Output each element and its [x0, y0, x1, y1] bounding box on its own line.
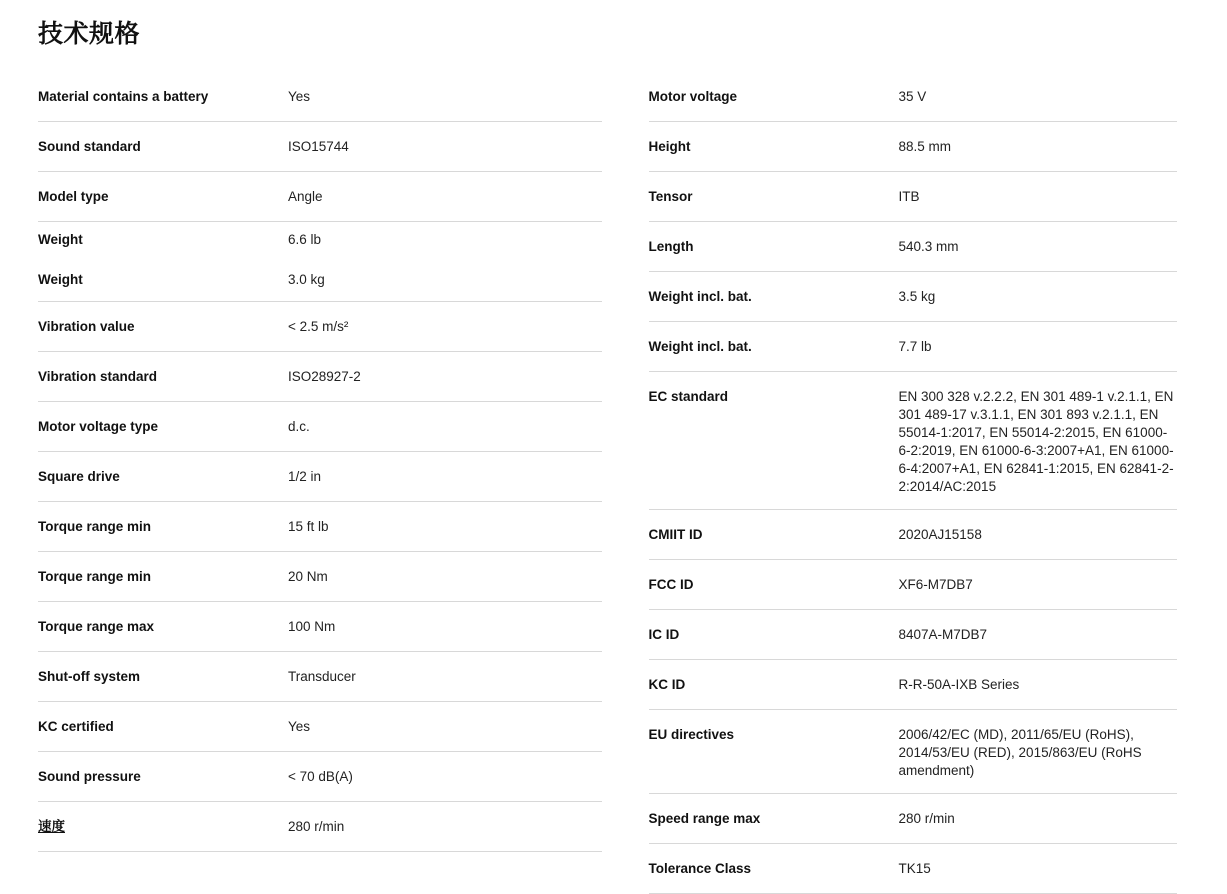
spec-row	[38, 262, 602, 302]
spec-label: Model type	[38, 189, 109, 204]
spec-value: ITB	[898, 189, 920, 204]
spec-label: 速度	[38, 819, 65, 834]
spec-column-left	[38, 72, 620, 894]
spec-row	[649, 72, 1178, 122]
spec-label: Torque range min	[38, 519, 152, 534]
spec-value: 540.3 mm	[898, 239, 959, 254]
spec-label: KC certified	[38, 719, 114, 734]
spec-label: Speed range max	[648, 811, 761, 826]
spec-row	[38, 352, 602, 402]
spec-label: Sound standard	[38, 139, 141, 154]
spec-row	[649, 560, 1178, 610]
spec-column-right	[620, 72, 1202, 894]
spec-label: CMIIT ID	[648, 527, 703, 542]
spec-label: Vibration value	[38, 319, 135, 334]
spec-value: 2020AJ15158	[898, 527, 982, 542]
spec-row	[38, 402, 602, 452]
spec-row	[38, 752, 602, 802]
spec-label: Sound pressure	[38, 769, 141, 784]
spec-value: 3.0 kg	[288, 272, 325, 287]
spec-label: Weight	[38, 232, 83, 247]
spec-row	[649, 172, 1178, 222]
spec-row	[649, 372, 1178, 510]
page-title: 技术规格	[38, 20, 141, 48]
spec-row	[649, 844, 1178, 894]
spec-label: Motor voltage	[648, 89, 738, 104]
spec-value: 100 Nm	[288, 619, 336, 634]
spec-row	[38, 72, 602, 122]
spec-label: Torque range max	[38, 619, 155, 634]
spec-value: EN 300 328 v.2.2.2, EN 301 489-1 v.2.1.1, EN 301 489-17 v.3.1.1, EN 301 893 v.2.1.1, EN 55014-1:2017, EN 55014-2:2015, EN 61000-6-2:2019, EN 61000-6-3:2007+A1, EN 61000-6-4:2007+A1, EN 62841-1:2015, EN 62841-2-2:2014/AC:2015	[898, 389, 1174, 494]
spec-row	[649, 322, 1178, 372]
spec-label: Weight incl. bat.	[648, 289, 752, 304]
spec-row	[38, 602, 602, 652]
spec-row	[38, 172, 602, 222]
spec-columns	[0, 72, 1227, 894]
spec-value: TK15	[898, 861, 931, 876]
spec-value: XF6-M7DB7	[898, 577, 973, 592]
spec-row	[38, 702, 602, 752]
spec-label: FCC ID	[648, 577, 694, 592]
spec-row	[649, 222, 1178, 272]
spec-label: Material contains a battery	[38, 89, 209, 104]
spec-label: Tolerance Class	[648, 861, 752, 876]
spec-value: 3.5 kg	[898, 289, 936, 304]
spec-value: 20 Nm	[288, 569, 328, 584]
spec-label: Weight incl. bat.	[648, 339, 752, 354]
spec-label: EC standard	[648, 389, 729, 404]
spec-value: 8407A-M7DB7	[898, 627, 988, 642]
spec-value: Angle	[288, 189, 323, 204]
spec-value: Yes	[288, 89, 311, 104]
spec-value: ISO15744	[288, 139, 349, 154]
spec-row	[38, 652, 602, 702]
spec-value: 280 r/min	[898, 811, 955, 826]
spec-label: Torque range min	[38, 569, 152, 584]
spec-value: < 2.5 m/s²	[288, 319, 349, 334]
spec-label: Shut-off system	[38, 669, 141, 684]
spec-label: Height	[648, 139, 691, 154]
spec-row	[649, 794, 1178, 844]
spec-label: Vibration standard	[38, 369, 158, 384]
spec-row	[649, 510, 1178, 560]
spec-value: 15 ft lb	[288, 519, 329, 534]
spec-row	[38, 502, 602, 552]
spec-value: ISO28927-2	[288, 369, 361, 384]
spec-value: 35 V	[898, 89, 927, 104]
spec-label: Tensor	[648, 189, 693, 204]
spec-value: 2006/42/EC (MD), 2011/65/EU (RoHS), 2014/53/EU (RED), 2015/863/EU (RoHS amendment)	[898, 727, 1142, 778]
spec-value: R-R-50A-IXB Series	[898, 677, 1020, 692]
spec-value: 88.5 mm	[898, 139, 952, 154]
spec-row	[649, 660, 1178, 710]
spec-value: 7.7 lb	[898, 339, 932, 354]
spec-row	[38, 122, 602, 172]
spec-value: d.c.	[288, 419, 310, 434]
spec-row	[649, 272, 1178, 322]
spec-value: < 70 dB(A)	[288, 769, 353, 784]
spec-value: 280 r/min	[288, 819, 345, 834]
spec-row	[38, 552, 602, 602]
spec-value: 6.6 lb	[288, 232, 322, 247]
spec-label: Weight	[38, 272, 83, 287]
spec-label: KC ID	[648, 677, 686, 692]
spec-label: IC ID	[648, 627, 680, 642]
spec-row	[38, 802, 602, 852]
spec-label: Length	[648, 239, 694, 254]
spec-row	[38, 452, 602, 502]
spec-value: Transducer	[288, 669, 356, 684]
spec-label: Motor voltage type	[38, 419, 159, 434]
spec-label: Square drive	[38, 469, 120, 484]
spec-row	[649, 710, 1178, 794]
spec-value: 1/2 in	[288, 469, 322, 484]
spec-value: Yes	[288, 719, 311, 734]
spec-row	[649, 122, 1178, 172]
spec-row	[649, 610, 1178, 660]
spec-row	[38, 222, 602, 262]
spec-row	[38, 302, 602, 352]
spec-label: EU directives	[648, 727, 735, 742]
